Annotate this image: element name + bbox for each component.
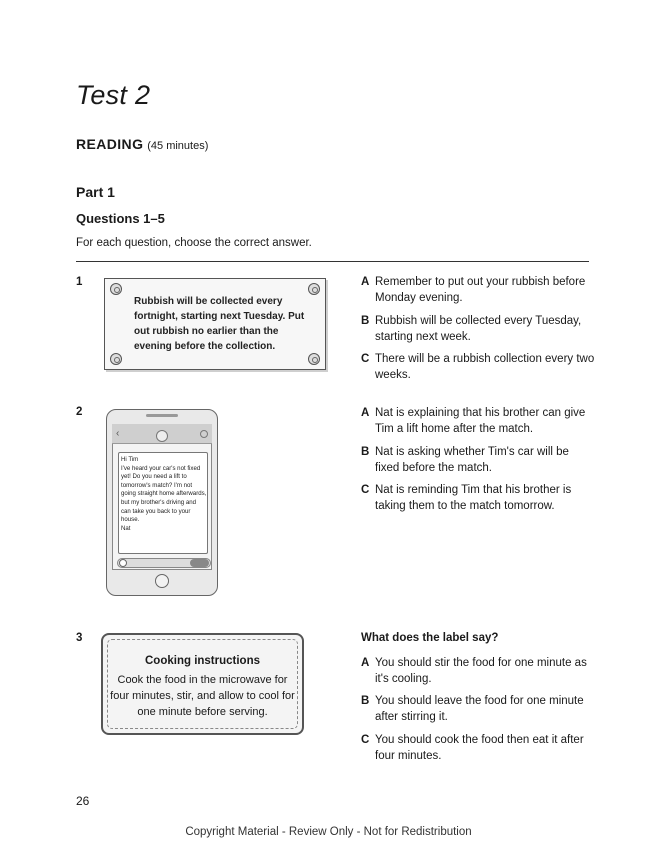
- option-text: You should stir the food for one minute as it's cooling.: [375, 657, 587, 685]
- option-letter: C: [361, 484, 370, 496]
- option-letter: B: [361, 315, 370, 327]
- option-letter: C: [361, 353, 370, 365]
- option-letter: A: [361, 407, 370, 419]
- question-3-number: 3: [76, 632, 83, 644]
- sign-text: Rubbish will be collected every fortnight, starting next Tuesday. Put out rubbish no earlier than the evening before the collection.: [134, 296, 305, 352]
- copyright-notice: Copyright Material - Review Only - Not for Redistribution: [185, 826, 472, 838]
- message-greeting: Hi Tim: [121, 456, 139, 463]
- label-text: Cook the food in the microwave for four minutes, stir, and allow to cool for one minute before serving.: [110, 674, 295, 718]
- question-3-option-a[interactable]: [361, 655, 596, 687]
- option-letter: B: [361, 695, 370, 707]
- option-text: Nat is reminding Tim that his brother is taking them to the match tomorrow.: [375, 484, 572, 512]
- page-number: 26: [76, 794, 90, 808]
- text-message: [121, 456, 207, 533]
- message-body: I've heard your car's not fixed yet! Do you need a lift to tomorrow's match? I'm not going straight home afterwards, but my brother's driving and can take you back to your house.: [121, 464, 207, 524]
- option-text: Nat is explaining that his brother can give Tim a lift home after the match.: [375, 407, 586, 435]
- question-2-option-a[interactable]: [361, 405, 596, 437]
- section-heading: [76, 136, 208, 152]
- option-letter: A: [361, 276, 370, 288]
- option-letter: B: [361, 446, 370, 458]
- contact-avatar-icon: [156, 430, 168, 442]
- send-icon: [190, 559, 209, 567]
- screw-icon: [110, 353, 122, 365]
- section-duration: (45 minutes): [147, 140, 209, 152]
- section-name: READING: [76, 136, 144, 152]
- option-letter: A: [361, 657, 370, 669]
- back-arrow-icon: ‹: [116, 428, 120, 439]
- home-button-icon: [155, 574, 169, 588]
- phone-speaker: [146, 414, 178, 417]
- option-text: There will be a rubbish collection every two weeks.: [375, 353, 595, 381]
- screw-icon: [110, 283, 122, 295]
- option-text: You should cook the food then eat it after four minutes.: [375, 734, 584, 762]
- question-3-option-c[interactable]: [361, 732, 596, 764]
- question-3-prompt: What does the label say?: [361, 632, 499, 644]
- question-1-option-a[interactable]: [361, 274, 596, 306]
- test-title: Test 2: [76, 80, 151, 110]
- instruction-text: For each question, choose the correct answer.: [76, 237, 312, 249]
- question-3-option-b[interactable]: [361, 693, 596, 725]
- question-1-option-c[interactable]: [361, 351, 596, 383]
- option-letter: C: [361, 734, 370, 746]
- camera-icon: [119, 559, 127, 567]
- label-title: Cooking instructions: [145, 655, 260, 667]
- option-text: Nat is asking whether Tim's car will be fixed before the match.: [375, 446, 569, 474]
- message-signoff: Nat: [121, 524, 131, 532]
- part-heading: Part 1: [76, 184, 115, 200]
- question-2-option-c[interactable]: [361, 482, 596, 514]
- question-range: Questions 1–5: [76, 211, 165, 226]
- question-2-number: 2: [76, 406, 83, 418]
- info-icon: [200, 430, 208, 438]
- question-2-option-b[interactable]: [361, 444, 596, 476]
- option-text: Remember to put out your rubbish before Monday evening.: [375, 276, 586, 304]
- question-1-option-b[interactable]: [361, 313, 596, 345]
- question-1-number: 1: [76, 276, 83, 288]
- option-text: You should leave the food for one minute after stirring it.: [375, 695, 584, 723]
- screw-icon: [308, 353, 320, 365]
- divider: [76, 261, 589, 262]
- option-text: Rubbish will be collected every Tuesday, starting next week.: [375, 315, 582, 343]
